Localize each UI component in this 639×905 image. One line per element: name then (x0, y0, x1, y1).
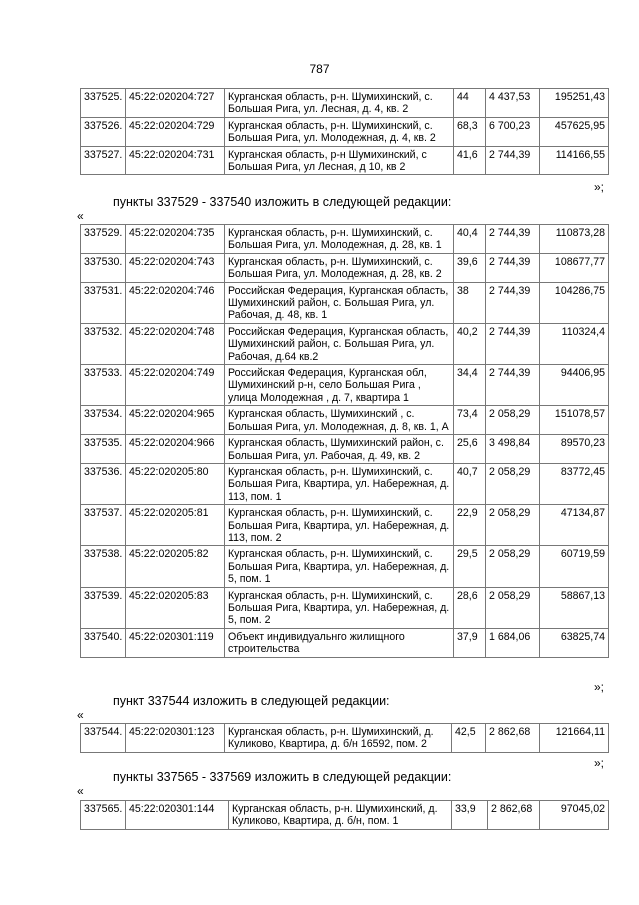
row-number-cell: 337540. (81, 628, 126, 657)
area-cell: 41,6 (454, 146, 486, 175)
row-number-cell: 337535. (81, 435, 126, 464)
cadastral-number-cell: 45:22:020301:123 (126, 724, 225, 753)
area-cell: 29,5 (454, 546, 486, 587)
cadastral-value-cell: 89570,23 (540, 435, 609, 464)
cadastral-number-cell: 45:22:020301:144 (126, 801, 229, 830)
cadastral-number-cell: 45:22:020205:83 (126, 587, 225, 628)
table-row (81, 724, 609, 753)
area-cell: 40,4 (454, 225, 486, 254)
row-number-cell: 337529. (81, 225, 126, 254)
area-cell: 40,7 (454, 463, 486, 504)
table-row (81, 435, 609, 464)
row-number-cell: 337565. (81, 801, 126, 830)
page-number: 787 (309, 62, 330, 76)
area-cell: 37,9 (454, 628, 486, 657)
address-cell: Курганская область, р-н. Шумихинский, с. Большая Рига, ул. Молодежная, д. 28, кв. 2 (225, 253, 454, 282)
row-number-cell: 337533. (81, 365, 126, 406)
table-row (81, 225, 609, 254)
cadastral-number-cell: 45:22:020204:965 (126, 406, 225, 435)
cadastral-value-cell: 108677,77 (540, 253, 609, 282)
unit-value-cell: 2 744,39 (486, 365, 540, 406)
closing-quote: »; (594, 680, 605, 694)
cadastral-number-cell: 45:22:020204:731 (126, 146, 225, 175)
cadastral-number-cell: 45:22:020204:727 (126, 89, 225, 118)
table-row (81, 146, 609, 175)
row-number-cell: 337544. (81, 724, 126, 753)
table-row (81, 89, 609, 118)
address-cell: Курганская область, р-н. Шумихинский, д. Куликово, Квартира, д. б/н 16592, пом. 2 (225, 724, 452, 753)
cadastral-value-cell: 121664,11 (540, 724, 609, 753)
cadastral-value-cell: 151078,57 (540, 406, 609, 435)
cadastral-number-cell: 45:22:020204:749 (126, 365, 225, 406)
address-cell: Курганская область, Шумихинский район, с. Большая Рига, ул. Рабочая, д. 49, кв. 2 (225, 435, 454, 464)
cadastral-number-cell: 45:22:020205:81 (126, 505, 225, 546)
row-number-cell: 337526. (81, 117, 126, 146)
address-cell: Объект индивидуальнго жилищного строительства (225, 628, 454, 657)
row-number-cell: 337537. (81, 505, 126, 546)
cadastral-number-cell: 45:22:020204:966 (126, 435, 225, 464)
address-cell: Курганская область, р-н. Шумихинский, с. Большая Рига, Квартира, ул. Набережная, д. 113, пом. 2 (225, 505, 454, 546)
opening-quote: « (77, 209, 84, 223)
opening-quote: « (77, 784, 84, 798)
cadastral-value-cell: 110324,4 (540, 323, 609, 364)
cadastral-number-cell: 45:22:020205:82 (126, 546, 225, 587)
section-instruction: пункты 337565 - 337569 изложить в следующей редакции: (113, 770, 452, 784)
area-cell: 73,4 (454, 406, 486, 435)
unit-value-cell: 6 700,23 (486, 117, 540, 146)
table-row (81, 801, 609, 830)
unit-value-cell: 2 862,68 (486, 724, 540, 753)
row-number-cell: 337531. (81, 282, 126, 323)
address-cell: Курганская область, р-н. Шумихинский, с. Большая Рига, ул. Лесная, д. 4, кв. 2 (225, 89, 454, 118)
row-number-cell: 337534. (81, 406, 126, 435)
unit-value-cell: 2 058,29 (486, 505, 540, 546)
closing-quote: »; (594, 756, 605, 770)
area-cell: 42,5 (452, 724, 486, 753)
area-cell: 68,3 (454, 117, 486, 146)
unit-value-cell: 1 684,06 (486, 628, 540, 657)
table-row (81, 463, 609, 504)
cadastral-number-cell: 45:22:020204:743 (126, 253, 225, 282)
unit-value-cell: 2 862,68 (488, 801, 540, 830)
address-cell: Курганская область, р-н. Шумихинский, с. Большая Рига, Квартира, ул. Набережная, д. 113, пом. 1 (225, 463, 454, 504)
address-cell: Российская Федерация, Курганская область, Шумихинский район, с. Большая Рига, ул. Рабочая, д. 48, кв. 1 (225, 282, 454, 323)
unit-value-cell: 2 744,39 (486, 323, 540, 364)
cadastral-number-cell: 45:22:020204:735 (126, 225, 225, 254)
unit-value-cell: 2 058,29 (486, 587, 540, 628)
table-row (81, 253, 609, 282)
address-cell: Курганская область, р-н. Шумихинский, с. Большая Рига, ул. Молодежная, д. 28, кв. 1 (225, 225, 454, 254)
closing-quote: »; (594, 180, 605, 194)
area-cell: 39,6 (454, 253, 486, 282)
section-instruction: пункт 337544 изложить в следующей редакции: (113, 694, 390, 708)
cadastral-value-cell: 58867,13 (540, 587, 609, 628)
table-row (81, 323, 609, 364)
cadastral-value-cell: 104286,75 (540, 282, 609, 323)
address-cell: Курганская область, р-н. Шумихинский, с. Большая Рига, ул. Молодежная, д. 4, кв. 2 (225, 117, 454, 146)
area-cell: 25,6 (454, 435, 486, 464)
table-row (81, 365, 609, 406)
area-cell: 22,9 (454, 505, 486, 546)
row-number-cell: 337530. (81, 253, 126, 282)
cadastral-value-cell: 110873,28 (540, 225, 609, 254)
table-row (81, 546, 609, 587)
cadastral-number-cell: 45:22:020205:80 (126, 463, 225, 504)
unit-value-cell: 2 744,39 (486, 225, 540, 254)
cadastral-value-cell: 60719,59 (540, 546, 609, 587)
area-cell: 34,4 (454, 365, 486, 406)
row-number-cell: 337539. (81, 587, 126, 628)
area-cell: 28,6 (454, 587, 486, 628)
table-row (81, 505, 609, 546)
section-instruction: пункты 337529 - 337540 изложить в следующей редакции: (113, 195, 452, 209)
unit-value-cell: 3 498,84 (486, 435, 540, 464)
opening-quote: « (77, 708, 84, 722)
table-row (81, 628, 609, 657)
area-cell: 40,2 (454, 323, 486, 364)
unit-value-cell: 2 058,29 (486, 546, 540, 587)
cadastral-value-cell: 457625,95 (540, 117, 609, 146)
cadastral-value-cell: 94406,95 (540, 365, 609, 406)
unit-value-cell: 2 058,29 (486, 406, 540, 435)
row-number-cell: 337536. (81, 463, 126, 504)
row-number-cell: 337532. (81, 323, 126, 364)
table-row (81, 587, 609, 628)
row-number-cell: 337525. (81, 89, 126, 118)
address-cell: Курганская область, р-н. Шумихинский, с. Большая Рига, Квартира, ул. Набережная, д. 5, пом. 1 (225, 546, 454, 587)
table-row (81, 282, 609, 323)
row-number-cell: 337538. (81, 546, 126, 587)
cadastral-number-cell: 45:22:020204:729 (126, 117, 225, 146)
unit-value-cell: 2 058,29 (486, 463, 540, 504)
registry-table-1 (80, 88, 609, 175)
cadastral-value-cell: 114166,55 (540, 146, 609, 175)
cadastral-value-cell: 63825,74 (540, 628, 609, 657)
area-cell: 33,9 (452, 801, 488, 830)
registry-table-4 (80, 800, 609, 830)
table-row (81, 406, 609, 435)
cadastral-number-cell: 45:22:020301:119 (126, 628, 225, 657)
registry-table-3 (80, 723, 609, 753)
cadastral-value-cell: 47134,87 (540, 505, 609, 546)
table-row (81, 117, 609, 146)
row-number-cell: 337527. (81, 146, 126, 175)
address-cell: Курганская область, р-н. Шумихинский, д. Куликово, Квартира, д. б/н, пом. 1 (229, 801, 452, 830)
unit-value-cell: 2 744,39 (486, 282, 540, 323)
address-cell: Курганская область, Шумихинский , с. Большая Рига, ул. Молодежная, д. 8, кв. 1, А (225, 406, 454, 435)
area-cell: 38 (454, 282, 486, 323)
registry-table-2 (80, 224, 609, 658)
unit-value-cell: 2 744,39 (486, 146, 540, 175)
cadastral-number-cell: 45:22:020204:746 (126, 282, 225, 323)
unit-value-cell: 4 437,53 (486, 89, 540, 118)
address-cell: Российская Федерация, Курганская обл, Шумихинский р-н, село Большая Рига , улица Молодежная , д. 7, квартира 1 (225, 365, 454, 406)
unit-value-cell: 2 744,39 (486, 253, 540, 282)
cadastral-value-cell: 195251,43 (540, 89, 609, 118)
cadastral-number-cell: 45:22:020204:748 (126, 323, 225, 364)
address-cell: Курганская область, р-н Шумихинский, с Большая Рига, ул Лесная, д 10, кв 2 (225, 146, 454, 175)
cadastral-value-cell: 83772,45 (540, 463, 609, 504)
address-cell: Российская Федерация, Курганская область, Шумихинский район, с. Большая Рига, ул. Рабочая, д.64 кв.2 (225, 323, 454, 364)
cadastral-value-cell: 97045,02 (540, 801, 609, 830)
area-cell: 44 (454, 89, 486, 118)
address-cell: Курганская область, р-н. Шумихинский, с. Большая Рига, Квартира, ул. Набережная, д. 5, пом. 2 (225, 587, 454, 628)
